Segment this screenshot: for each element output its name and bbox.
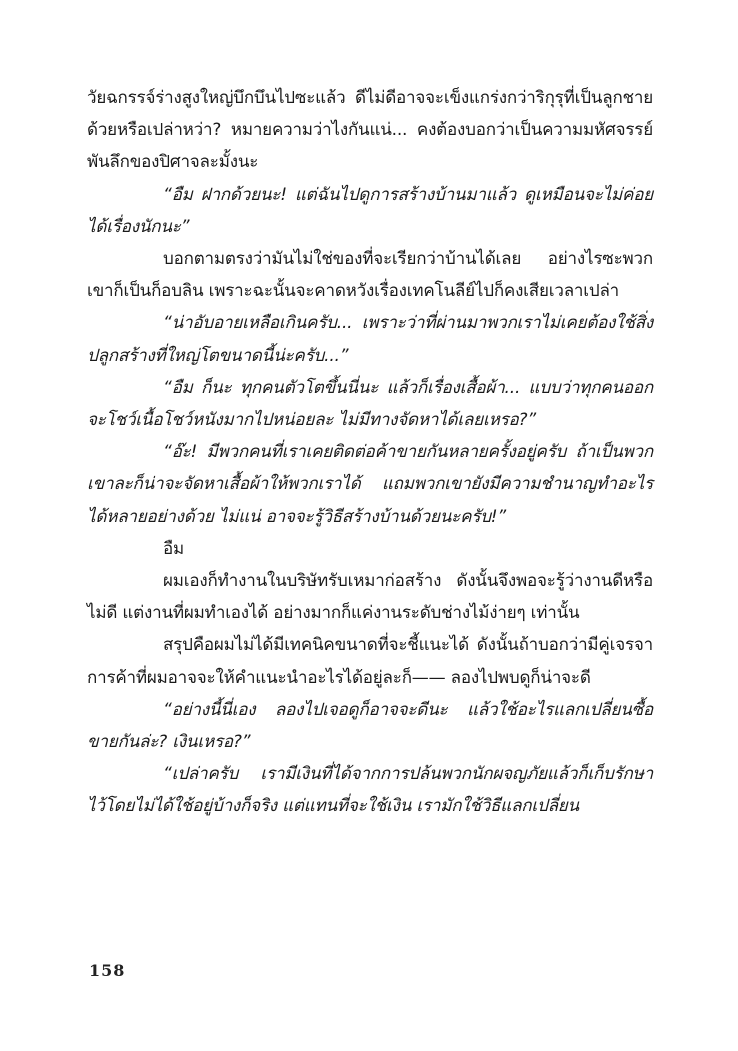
dialogue-paragraph: “น่าอับอายเหลือเกินครับ... เพราะว่าที่ผ่านมาพวกเราไม่เคยต้องใช้สิ่งปลูกสร้างที่ใหญ่โตขนาดนี้น่ะครับ...” [87,313,653,366]
page-body [87,82,653,823]
narration-paragraph: ผมเองก็ทำงานในบริษัทรับเหมาก่อสร้าง ดังนั้นจึงพอจะรู้ว่างานดีหรือไม่ดี แต่งานที่ผมทำเองได้ อย่างมากก็แค่งานระดับช่างไม้ง่ายๆ เท่านั้น [87,571,653,624]
narration-paragraph: บอกตามตรงว่ามันไม่ใช่ของที่จะเรียกว่าบ้านได้เลย อย่างไรซะพวกเขาก็เป็นก็อบลิน เพราะฉะนั้นจะคาดหวังเรื่องเทคโนลีย์ไปก็คงเสียเวลาเปล่า [87,249,653,302]
narration-paragraph: อืม [163,538,185,559]
page-number: 158 [89,961,126,980]
dialogue-paragraph: “อืม ก็นะ ทุกคนตัวโตขึ้นนี่นะ แล้วก็เรื่องเสื้อผ้า... แบบว่าทุกคนออกจะโชว์เนื้อโชว์หนังมากไปหน่อยละ ไม่มีทางจัดหาได้เลยเหรอ?” [87,377,653,431]
dialogue-paragraph: “เปล่าครับ เรามีเงินที่ได้จากการปล้นพวกนักผจญภัยแล้วก็เก็บรักษาไว้โดยไม่ได้ใช้อยู่บ้างก็จริง แต่แทนที่จะใช้เงิน เรามักใช้วิธีแลกเปลี่ยน [87,764,653,817]
dialogue-paragraph: “อ๊ะ! มีพวกคนที่เราเคยติดต่อค้าขายกันหลายครั้งอยู่ครับ ถ้าเป็นพวกเขาละก็น่าจะจัดหาเสื้อผ้าให้พวกเราได้ แถมพวกเขายังมีความชำนาญทำอะไรได้หลายอย่างด้วย ไม่แน่ อาจจะรู้วิธีสร้างบ้านด้วยนะครับ!” [87,442,653,527]
dialogue-paragraph: “อืม ฝากด้วยนะ! แต่ฉันไปดูการสร้างบ้านมาแล้ว ดูเหมือนจะไม่ค่อยได้เรื่องนักนะ” [87,184,653,237]
narration-paragraph: สรุปคือผมไม่ได้มีเทคนิคขนาดที่จะชี้แนะได้ ดังนั้นถ้าบอกว่ามีคู่เจรจาการค้าที่ผมอาจจะให้คำแนะนำอะไรได้อยู่ละก็—— ลองไปพบดูก็น่าจะดี [87,635,653,688]
dialogue-paragraph: “อย่างนี้นี่เอง ลองไปเจอดูก็อาจจะดีนะ แล้วใช้อะไรแลกเปลี่ยนซื้อขายกันล่ะ? เงินเหรอ?” [87,699,653,753]
paragraph-opening: วัยฉกรรจ์ร่างสูงใหญ่บึกบึนไปซะแล้ว ดีไม่ดีอาจจะเข็งแกร่งกว่าริกุรุที่เป็นลูกชายด้วยหรือเปล่าหว่า? หมายความว่าไงกันแน่... คงต้องบอกว่าเป็นความมหัศจรรย์พันลึกของปิศาจละมั้งนะ [87,88,653,173]
